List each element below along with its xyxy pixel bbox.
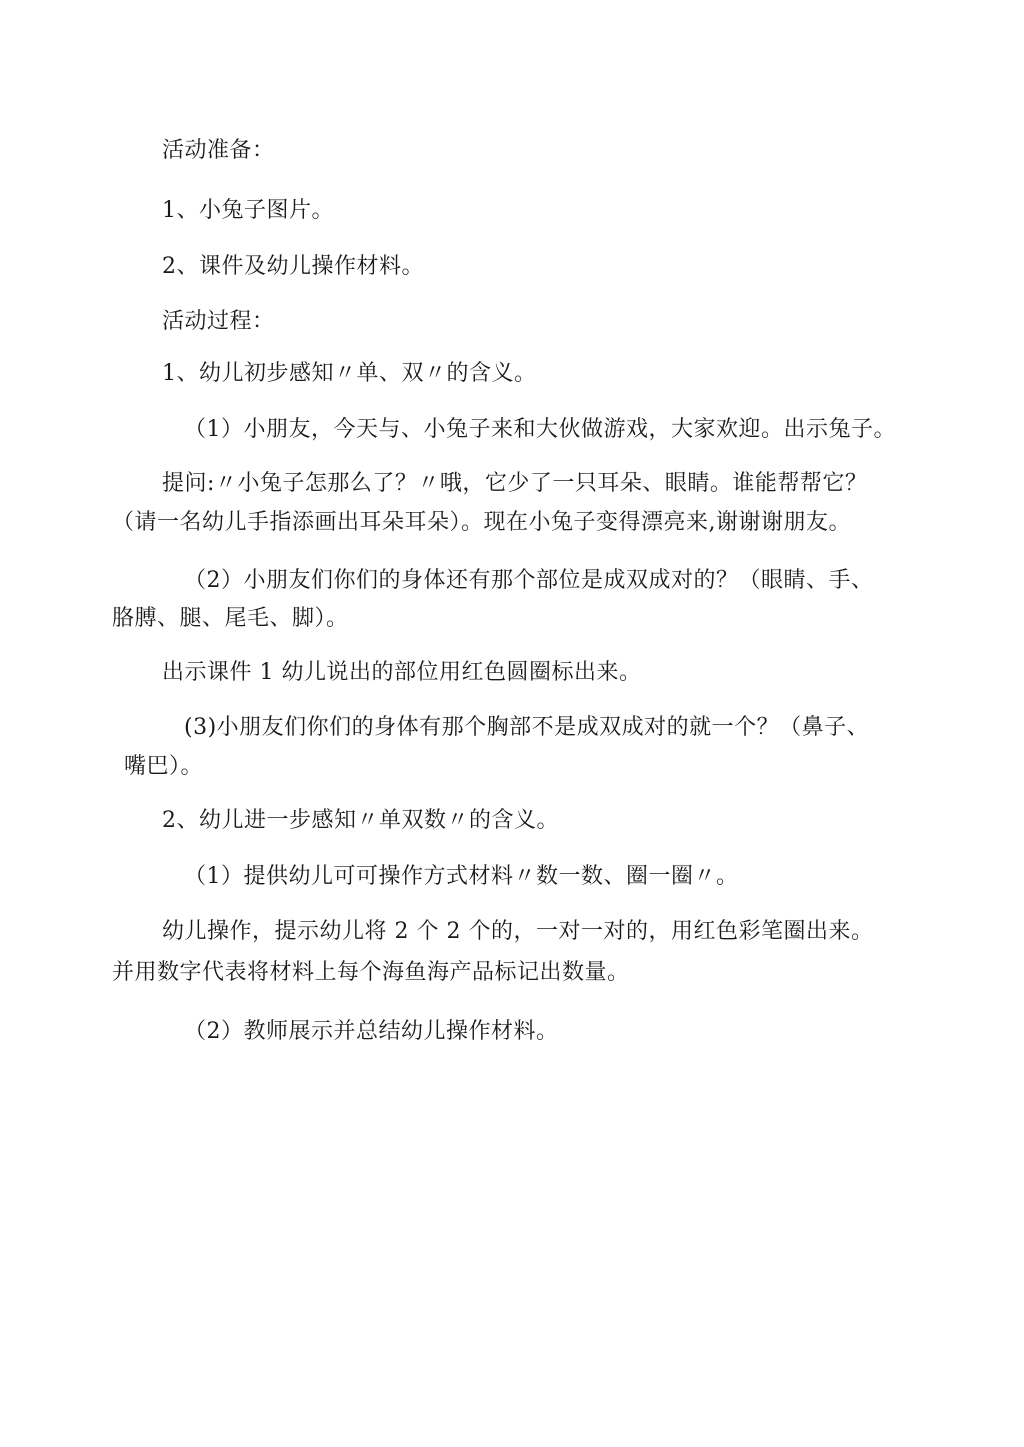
- paragraph-line: 2、幼儿进一步感知〃单双数〃的含义。: [162, 808, 559, 833]
- paragraph-line: （2）教师展示并总结幼儿操作材料。: [184, 1019, 559, 1044]
- paragraph-line: （1）提供幼儿可可操作方式材料〃数一数、圈一圈〃。: [184, 864, 739, 889]
- paragraph-line: （请一名幼儿手指添画出耳朵耳朵）。现在小兔子变得漂亮来,谢谢谢朋友。: [112, 510, 851, 535]
- paragraph-line: 1、小兔子图片。: [162, 198, 334, 223]
- section-heading-process: 活动过程：: [162, 309, 275, 334]
- paragraph-line: (3)小朋友们你们的身体有那个胸部不是成双成对的就一个？（鼻子、: [184, 715, 870, 740]
- paragraph-line: 2、课件及幼儿操作材料。: [162, 254, 424, 279]
- paragraph-line: 1、幼儿初步感知〃单、双〃的含义。: [162, 361, 537, 386]
- paragraph-line: 嘴巴）。: [124, 754, 204, 779]
- paragraph-line: 幼儿操作，提示幼儿将 2 个 2 个的，一对一对的，用红色彩笔圈出来。: [162, 919, 874, 944]
- section-heading-preparation: 活动准备：: [162, 138, 275, 163]
- paragraph-line: 出示课件 1 幼儿说出的部位用红色圆圈标出来。: [162, 660, 642, 685]
- paragraph-line: 提问:〃小兔子怎那么了？〃哦，它少了一只耳朵、眼睛。谁能帮帮它？: [162, 471, 868, 496]
- paragraph-line: （2）小朋友们你们的身体还有那个部位是成双成对的？（眼睛、手、: [184, 568, 874, 593]
- paragraph-line: 胳膊、腿、尾毛、脚）。: [112, 606, 349, 631]
- paragraph-line: 并用数字代表将材料上每个海鱼海产品标记出数量。: [112, 960, 630, 985]
- paragraph-line: （1）小朋友，今天与、小兔子来和大伙做游戏，大家欢迎。出示兔子。: [184, 417, 896, 442]
